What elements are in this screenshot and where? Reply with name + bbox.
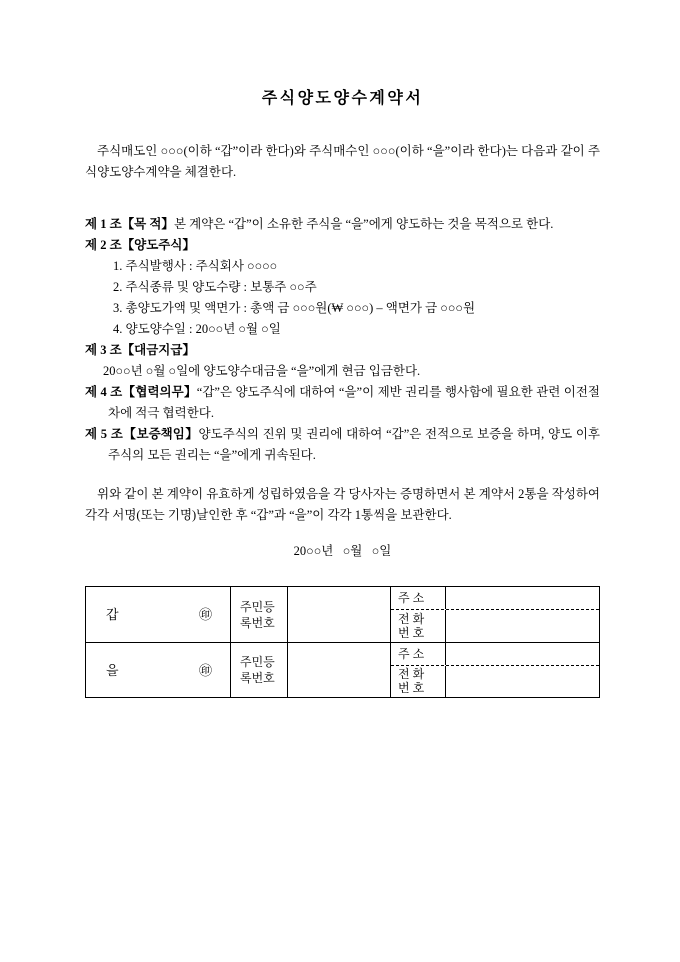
signature-row-eul — [86, 642, 599, 697]
closing-paragraph: 위와 같이 본 계약이 유효하게 성립하였음을 각 당사자는 증명하면서 본 계약서 2통을 작성하여 각각 서명(또는 기명)날인한 후 “갑”과 “을”이 각각 1통씩을 보관한다. — [85, 487, 600, 522]
article-1-heading: 제 1 조【목 적】 — [85, 217, 174, 231]
article-4-body: “갑”은 양도주식에 대하여 “을”이 제반 권리를 행사함에 필요한 관련 이전절차에 적극 협력한다. — [108, 385, 601, 420]
article-2-item-2: 2. 주식종류 및 양도수량 : 보통주 ○○주 — [113, 280, 317, 294]
article-2-items — [85, 256, 600, 340]
phone-label: 전 화 번 호 — [391, 666, 446, 697]
phone-subrow — [391, 666, 599, 697]
resident-id-label-line2: 록번호 — [240, 671, 275, 685]
phone-label: 전 화 번 호 — [391, 610, 446, 642]
phone-value[interactable] — [446, 610, 599, 642]
article-5-body: 양도주식의 진위 및 권리에 대하여 “갑”은 전적으로 보증을 하며, 양도 이후 주식의 모든 권리는 “을”에게 귀속된다. — [108, 427, 601, 462]
resident-id-label — [231, 643, 288, 697]
resident-id-label-line1: 주민등 — [240, 655, 275, 669]
article-3-body: 20○○년 ○월 ○일에 양도양수대금을 “을”에게 현금 입금한다. — [103, 364, 421, 378]
address-value[interactable] — [446, 587, 599, 609]
article-3 — [85, 340, 600, 361]
contract-date: 20○○년 ○월 ○일 — [293, 544, 392, 558]
seal-icon: ㊞ — [198, 607, 212, 622]
article-1 — [85, 214, 600, 235]
article-2 — [85, 235, 600, 256]
intro-paragraph: 주식매도인 ○○○(이하 “갑”이라 한다)와 주식매수인 ○○○(이하 “을”이라 한다)는 다음과 같이 주식양도양수계약을 체결한다. — [85, 144, 600, 179]
article-2-item-4: 4. 양도양수일 : 20○○년 ○월 ○일 — [113, 322, 281, 336]
phone-subrow — [391, 610, 599, 642]
phone-value[interactable] — [446, 666, 599, 697]
resident-id-label-line2: 록번호 — [240, 615, 275, 630]
article-2-item-3: 3. 총양도가액 및 액면가 : 총액 금 ○○○원(₩ ○○○) – 액면가 금 ○○○원 — [113, 301, 476, 315]
resident-id-value[interactable] — [288, 643, 391, 697]
contact-section — [391, 643, 599, 697]
party-seal-cell — [86, 587, 231, 642]
article-2-heading: 제 2 조【양도주식】 — [85, 238, 195, 252]
resident-id-label — [231, 587, 288, 642]
party-label: 을 — [106, 662, 119, 678]
party-label: 갑 — [106, 607, 119, 622]
address-value[interactable] — [446, 643, 599, 665]
address-label: 주 소 — [391, 643, 446, 665]
signature-table — [85, 586, 600, 698]
article-4 — [85, 382, 600, 424]
resident-id-label-line1: 주민등 — [240, 599, 275, 614]
contact-section — [391, 587, 599, 642]
article-2-item-1: 1. 주식발행사 : 주식회사 ○○○○ — [113, 259, 278, 273]
address-subrow — [391, 643, 599, 666]
party-seal-cell — [86, 643, 231, 697]
seal-icon: ㊞ — [198, 662, 212, 678]
signature-row-gap — [86, 587, 599, 642]
address-label: 주 소 — [391, 587, 446, 609]
article-1-body: 본 계약은 “갑”이 소유한 주식을 “을”에게 양도하는 것을 목적으로 한다. — [173, 217, 554, 231]
document-title: 주식양도양수계약서 — [261, 90, 424, 107]
article-5 — [85, 424, 600, 466]
article-5-heading: 제 5 조【보증책임】 — [85, 427, 199, 441]
address-subrow — [391, 587, 599, 610]
resident-id-value[interactable] — [288, 587, 391, 642]
article-3-heading: 제 3 조【대금지급】 — [85, 343, 195, 357]
article-4-heading: 제 4 조【협력의무】 — [85, 385, 197, 399]
